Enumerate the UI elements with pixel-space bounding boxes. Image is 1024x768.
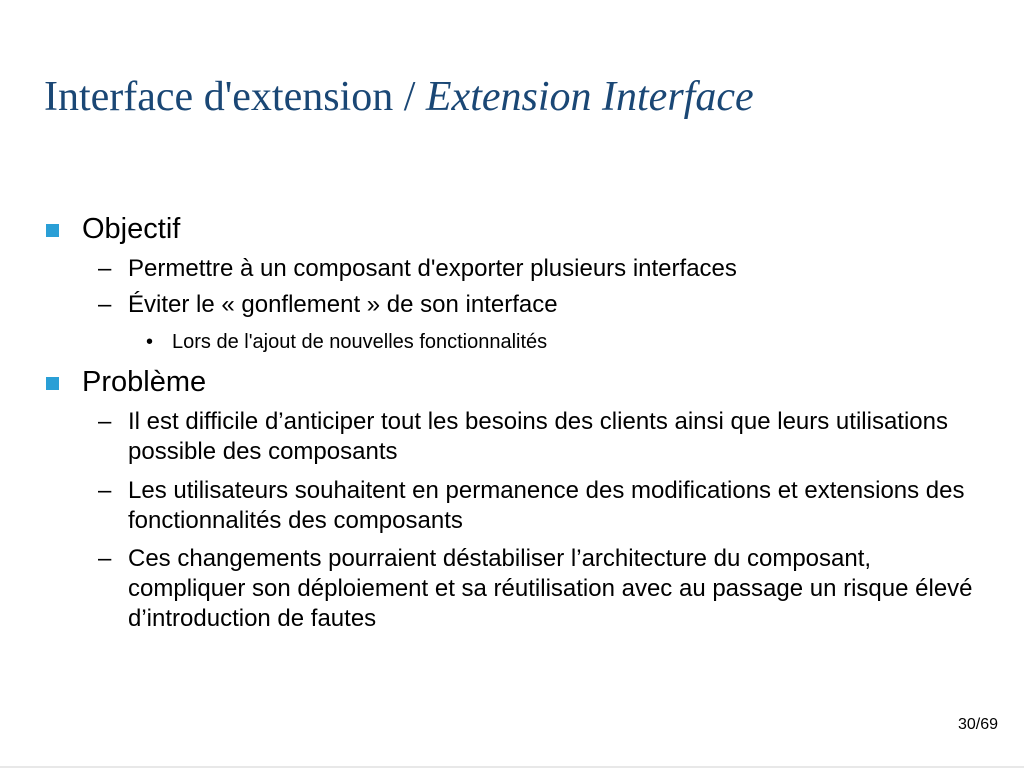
list-item	[98, 544, 978, 634]
dash-bullet: –	[98, 291, 112, 318]
title-italic: Extension Interface	[425, 74, 754, 120]
slide-title	[44, 72, 754, 122]
square-bullet-icon	[46, 377, 59, 390]
list-item	[98, 476, 978, 536]
list-item-text: Il est difficile d’anticiper tout les besoins des clients ainsi que leurs utilisations possible des composants	[128, 408, 948, 465]
dash-bullet: –	[98, 477, 112, 504]
section-heading: Objectif	[82, 213, 181, 245]
sub-list-item-text: Lors de l'ajout de nouvelles fonctionnalités	[172, 331, 548, 353]
page-number: 30/69	[957, 716, 998, 733]
dash-bullet: –	[98, 408, 112, 435]
dash-bullet: –	[98, 255, 112, 282]
list-item-text: Éviter le « gonflement » de son interface	[128, 291, 558, 318]
list-item-text: Permettre à un composant d'exporter plusieurs interfaces	[128, 255, 737, 282]
dot-bullet: •	[146, 331, 154, 353]
list-item-text: Les utilisateurs souhaitent en permanence des modifications et extensions des fonctionnalités des composants	[128, 477, 965, 534]
list-item	[98, 254, 978, 284]
section-heading: Problème	[82, 366, 207, 398]
list-item	[98, 290, 978, 320]
square-bullet-icon	[46, 224, 59, 237]
list-item-text: Ces changements pourraient déstabiliser l’architecture du composant, compliquer son déploiement et sa réutilisation avec au passage un risque élevé d’introduction de fautes	[128, 545, 973, 632]
title-plain: Interface d'extension /	[44, 74, 426, 120]
list-item	[98, 407, 978, 467]
dash-bullet: –	[98, 545, 112, 572]
